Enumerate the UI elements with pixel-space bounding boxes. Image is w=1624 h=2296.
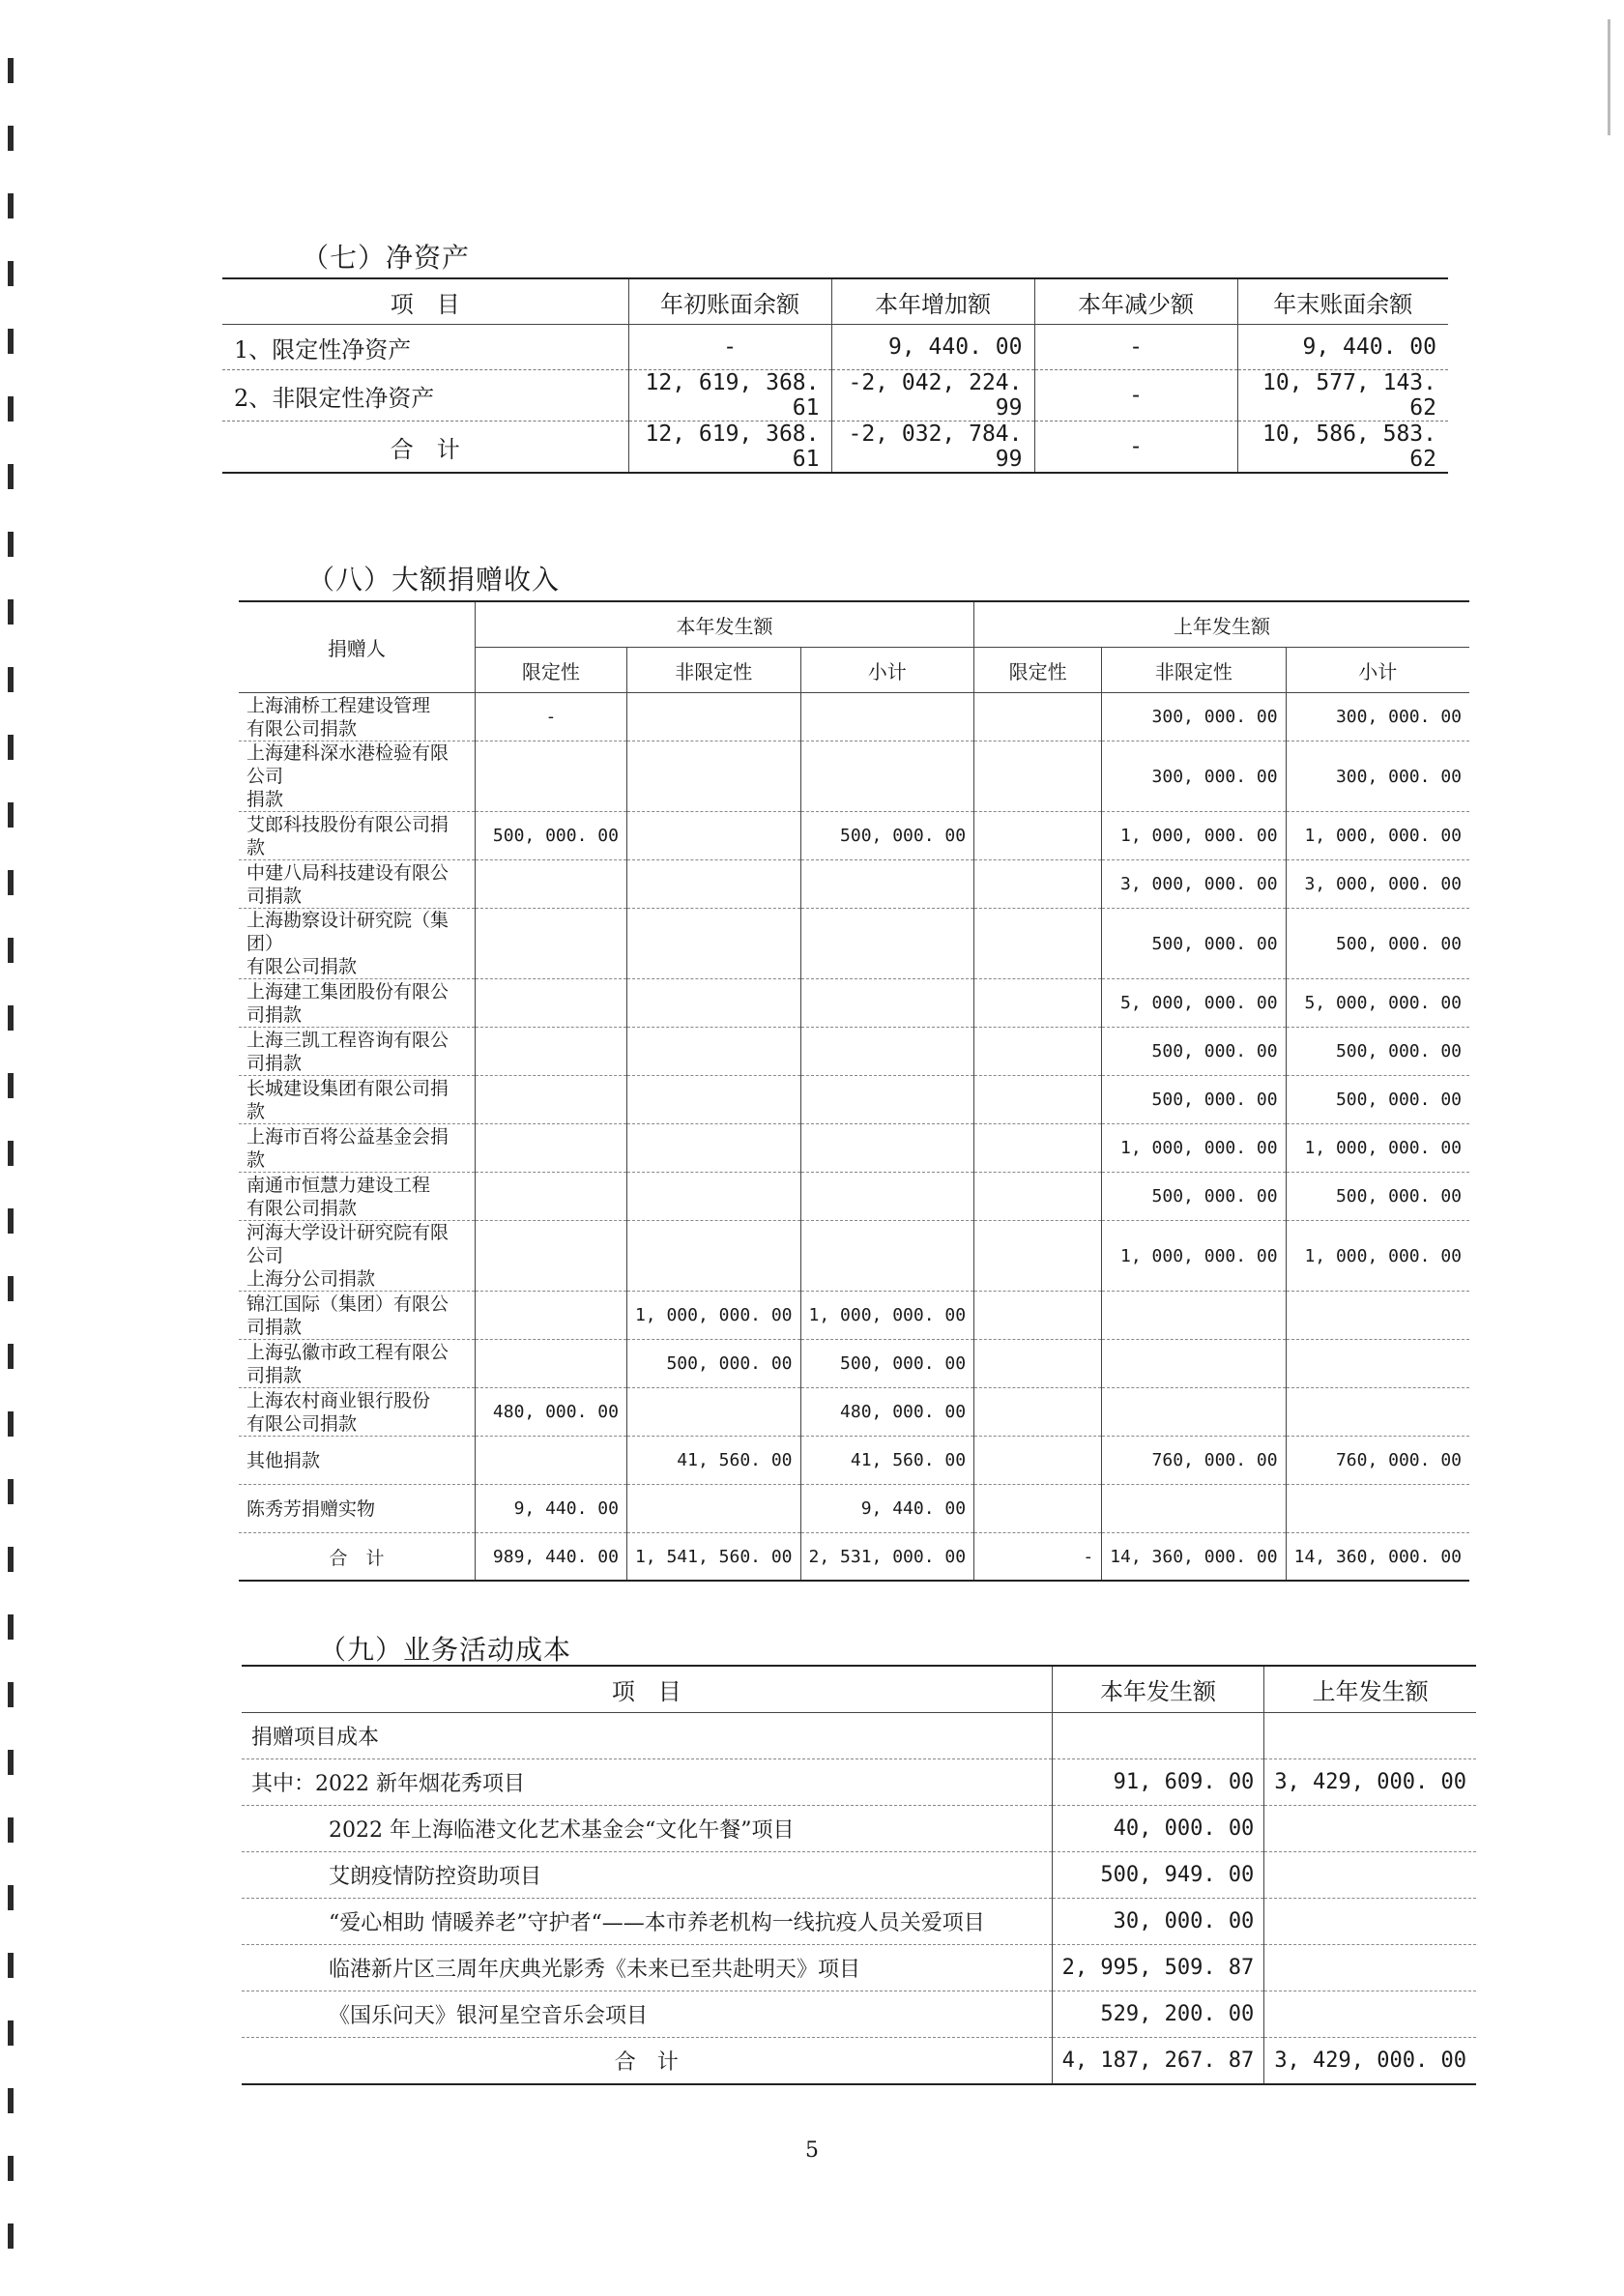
table-header-row [242, 1666, 1476, 1713]
item-label: 《国乐问天》银河星空音乐会项目 [242, 1991, 1052, 2038]
item-label: 艾朗疫情防控资助项目 [242, 1852, 1052, 1899]
value-cell [1264, 1806, 1476, 1852]
item-label: 1、限定性净资产 [222, 325, 628, 370]
value-cell: 500, 000. 00 [1102, 909, 1286, 979]
value-cell: 3, 429, 000. 00 [1264, 1759, 1476, 1806]
table-row [239, 1292, 1469, 1340]
header-cell: 本年增加额 [831, 278, 1034, 325]
value-cell: - [628, 325, 831, 370]
donor-name: 中建八局科技建设有限公司捐款 [239, 860, 475, 909]
table-row [242, 1899, 1476, 1945]
value-cell: 300, 000. 00 [1286, 693, 1469, 741]
donor-name: 南通市恒慧力建设工程 有限公司捐款 [239, 1173, 475, 1221]
value-cell [475, 1173, 626, 1221]
header-cell: 项 目 [222, 278, 628, 325]
value-cell: 2, 531, 000. 00 [800, 1533, 974, 1582]
binding-holes [8, 58, 14, 2262]
value-cell: 3, 000, 000. 00 [1102, 860, 1286, 909]
section-title-business-costs: （九）业务活动成本 [319, 1634, 572, 1666]
value-cell [626, 1485, 800, 1533]
value-cell [800, 1221, 974, 1292]
value-cell: - [1034, 325, 1237, 370]
table-row [239, 1485, 1469, 1533]
cost-rows [242, 1713, 1476, 2038]
value-cell: 760, 000. 00 [1286, 1437, 1469, 1485]
value-cell: 500, 000. 00 [1102, 1076, 1286, 1124]
value-cell [475, 860, 626, 909]
value-cell [626, 741, 800, 812]
value-cell: 9, 440. 00 [475, 1485, 626, 1533]
value-cell [626, 1028, 800, 1076]
value-cell: 3, 429, 000. 00 [1264, 2038, 1476, 2085]
value-cell: 500, 000. 00 [1286, 1028, 1469, 1076]
donation-rows [239, 693, 1469, 1533]
value-cell: 1, 000, 000. 00 [800, 1292, 974, 1340]
value-cell: 300, 000. 00 [1102, 741, 1286, 812]
value-cell [800, 860, 974, 909]
section-title-large-donations: （八）大额捐赠收入 [307, 564, 561, 596]
value-cell [475, 741, 626, 812]
value-cell: 1, 000, 000. 00 [1102, 1124, 1286, 1173]
page-number: 5 [805, 2138, 819, 2163]
value-cell [626, 1124, 800, 1173]
value-cell: 480, 000. 00 [475, 1388, 626, 1437]
donor-name: 锦江国际（集团）有限公司捐款 [239, 1292, 475, 1340]
value-cell [626, 1221, 800, 1292]
subheader-cell: 小计 [1286, 648, 1469, 693]
value-cell [475, 1437, 626, 1485]
donor-name: 上海弘徽市政工程有限公司捐款 [239, 1340, 475, 1388]
value-cell [475, 909, 626, 979]
value-cell [1286, 1388, 1469, 1437]
table-row [239, 812, 1469, 860]
table-row [239, 1340, 1469, 1388]
value-cell: 9, 440. 00 [831, 325, 1034, 370]
value-cell [626, 1173, 800, 1221]
total-row [222, 421, 1448, 474]
donor-name: 上海市百将公益基金会捐款 [239, 1124, 475, 1173]
value-cell [974, 1076, 1102, 1124]
value-cell: 1, 000, 000. 00 [1102, 812, 1286, 860]
subheader-cell: 非限定性 [626, 648, 800, 693]
item-label: 捐赠项目成本 [242, 1713, 1052, 1759]
donor-name: 上海勘察设计研究院（集团） 有限公司捐款 [239, 909, 475, 979]
value-cell: - [1034, 370, 1237, 421]
value-cell [1264, 1991, 1476, 2038]
value-cell [1286, 1340, 1469, 1388]
business-costs-table [242, 1665, 1476, 2085]
value-cell: - [475, 693, 626, 741]
value-cell: 529, 200. 00 [1052, 1991, 1264, 2038]
value-cell [974, 1292, 1102, 1340]
donor-name: 河海大学设计研究院有限公司 上海分公司捐款 [239, 1221, 475, 1292]
value-cell: 1, 000, 000. 00 [1286, 812, 1469, 860]
table-row [242, 1991, 1476, 2038]
value-cell: 12, 619, 368. 61 [628, 421, 831, 474]
value-cell [1264, 1713, 1476, 1759]
value-cell [974, 860, 1102, 909]
subheader-cell: 非限定性 [1102, 648, 1286, 693]
value-cell [974, 741, 1102, 812]
value-cell [475, 1076, 626, 1124]
large-donations-table [239, 600, 1469, 1582]
donor-name: 上海浦桥工程建设管理 有限公司捐款 [239, 693, 475, 741]
value-cell: 500, 000. 00 [626, 1340, 800, 1388]
donor-name: 上海农村商业银行股份 有限公司捐款 [239, 1388, 475, 1437]
table-row [239, 693, 1469, 741]
value-cell [475, 1292, 626, 1340]
value-cell [1102, 1292, 1286, 1340]
table-row [239, 1028, 1469, 1076]
value-cell: 30, 000. 00 [1052, 1899, 1264, 1945]
subheader-cell: 限定性 [475, 648, 626, 693]
table-row [242, 1806, 1476, 1852]
value-cell [800, 741, 974, 812]
value-cell: 500, 000. 00 [1102, 1173, 1286, 1221]
value-cell: 500, 000. 00 [800, 812, 974, 860]
value-cell: 1, 541, 560. 00 [626, 1533, 800, 1582]
table-header-row [239, 601, 1469, 648]
value-cell [800, 979, 974, 1028]
value-cell: 500, 000. 00 [800, 1340, 974, 1388]
value-cell [974, 693, 1102, 741]
section-title-net-assets: （七）净资产 [302, 242, 471, 274]
value-cell [974, 812, 1102, 860]
value-cell [1264, 1899, 1476, 1945]
table-row [239, 1076, 1469, 1124]
header-cell: 本年减少额 [1034, 278, 1237, 325]
total-label: 合 计 [390, 435, 460, 463]
value-cell [475, 1028, 626, 1076]
item-label: “爱心相助 情暖养老”守护者“——本市养老机构一线抗疫人员关爱项目 [242, 1899, 1052, 1945]
value-cell [626, 812, 800, 860]
value-cell: 4, 187, 267. 87 [1052, 2038, 1264, 2085]
value-cell [974, 1388, 1102, 1437]
value-cell [475, 1124, 626, 1173]
value-cell: 41, 560. 00 [626, 1437, 800, 1485]
donor-name: 艾郎科技股份有限公司捐款 [239, 812, 475, 860]
value-cell [1052, 1713, 1264, 1759]
value-cell [800, 1076, 974, 1124]
value-cell: 500, 949. 00 [1052, 1852, 1264, 1899]
value-cell [800, 1124, 974, 1173]
table-row [222, 370, 1448, 421]
value-cell: 480, 000. 00 [800, 1388, 974, 1437]
value-cell [1286, 1292, 1469, 1340]
value-cell [974, 1340, 1102, 1388]
value-cell [800, 1173, 974, 1221]
total-row [239, 1533, 1469, 1582]
table-row [239, 979, 1469, 1028]
item-label: 2022 年上海临港文化艺术基金会“文化午餐”项目 [242, 1806, 1052, 1852]
table-row [239, 1437, 1469, 1485]
total-label: 合 计 [329, 1547, 385, 1569]
value-cell [626, 693, 800, 741]
header-donor: 捐赠人 [239, 601, 475, 693]
value-cell [974, 1485, 1102, 1533]
value-cell: 14, 360, 000. 00 [1286, 1533, 1469, 1582]
total-label: 合 计 [614, 2050, 679, 2075]
value-cell: 12, 619, 368. 61 [628, 370, 831, 421]
value-cell: 500, 000. 00 [475, 812, 626, 860]
table-row [239, 1388, 1469, 1437]
value-cell: 500, 000. 00 [1286, 1173, 1469, 1221]
value-cell: 40, 000. 00 [1052, 1806, 1264, 1852]
donor-name: 上海三凯工程咨询有限公司捐款 [239, 1028, 475, 1076]
value-cell: 500, 000. 00 [1286, 1076, 1469, 1124]
value-cell: - [1034, 421, 1237, 474]
value-cell [626, 860, 800, 909]
value-cell [974, 1124, 1102, 1173]
value-cell [800, 1028, 974, 1076]
value-cell: - [974, 1533, 1102, 1582]
value-cell [1264, 1945, 1476, 1991]
table-row [222, 325, 1448, 370]
value-cell [800, 909, 974, 979]
value-cell [626, 1076, 800, 1124]
value-cell [475, 1340, 626, 1388]
value-cell [974, 1437, 1102, 1485]
table-row [239, 1221, 1469, 1292]
net-assets-table [222, 277, 1448, 474]
value-cell: 500, 000. 00 [1102, 1028, 1286, 1076]
value-cell: 1, 000, 000. 00 [1286, 1221, 1469, 1292]
value-cell: 9, 440. 00 [800, 1485, 974, 1533]
value-cell [475, 1221, 626, 1292]
value-cell: 1, 000, 000. 00 [1102, 1221, 1286, 1292]
value-cell [626, 1388, 800, 1437]
table-row [239, 1124, 1469, 1173]
value-cell: 5, 000, 000. 00 [1102, 979, 1286, 1028]
table-row [239, 1173, 1469, 1221]
header-cell: 本年发生额 [1052, 1666, 1264, 1713]
table-row [242, 1759, 1476, 1806]
value-cell [974, 1028, 1102, 1076]
value-cell [1102, 1485, 1286, 1533]
subheader-cell: 小计 [800, 648, 974, 693]
value-cell: 3, 000, 000. 00 [1286, 860, 1469, 909]
total-row [242, 2038, 1476, 2085]
value-cell [626, 909, 800, 979]
value-cell: -2, 032, 784. 99 [831, 421, 1034, 474]
value-cell [1286, 1485, 1469, 1533]
value-cell: 2, 995, 509. 87 [1052, 1945, 1264, 1991]
donor-name: 陈秀芳捐赠实物 [239, 1485, 475, 1533]
header-cell: 上年发生额 [1264, 1666, 1476, 1713]
value-cell: 760, 000. 00 [1102, 1437, 1286, 1485]
header-current-year: 本年发生额 [475, 601, 973, 648]
item-label: 其中：2022 新年烟花秀项目 [242, 1759, 1052, 1806]
table-row [239, 741, 1469, 812]
table-row [239, 909, 1469, 979]
table-row [242, 1852, 1476, 1899]
value-cell: 9, 440. 00 [1237, 325, 1448, 370]
value-cell [1102, 1388, 1286, 1437]
donor-name: 上海建科深水港检验有限公司 捐款 [239, 741, 475, 812]
value-cell [1264, 1852, 1476, 1899]
value-cell [1102, 1340, 1286, 1388]
donor-name: 其他捐款 [239, 1437, 475, 1485]
value-cell [974, 1173, 1102, 1221]
value-cell: 1, 000, 000. 00 [626, 1292, 800, 1340]
table-row [239, 860, 1469, 909]
value-cell [974, 1221, 1102, 1292]
value-cell: 14, 360, 000. 00 [1102, 1533, 1286, 1582]
value-cell: -2, 042, 224. 99 [831, 370, 1034, 421]
header-previous-year: 上年发生额 [974, 601, 1469, 648]
value-cell: 5, 000, 000. 00 [1286, 979, 1469, 1028]
item-label: 2、非限定性净资产 [222, 370, 628, 421]
value-cell: 91, 609. 00 [1052, 1759, 1264, 1806]
page-edge-mark [1608, 19, 1610, 135]
value-cell: 1, 000, 000. 00 [1286, 1124, 1469, 1173]
header-cell: 年初账面余额 [628, 278, 831, 325]
value-cell: 300, 000. 00 [1102, 693, 1286, 741]
value-cell: 41, 560. 00 [800, 1437, 974, 1485]
value-cell [626, 979, 800, 1028]
value-cell [974, 909, 1102, 979]
item-label: 临港新片区三周年庆典光影秀《未来已至共赴明天》项目 [242, 1945, 1052, 1991]
header-cell: 项 目 [242, 1666, 1052, 1713]
subheader-cell: 限定性 [974, 648, 1102, 693]
table-row [242, 1713, 1476, 1759]
value-cell [475, 979, 626, 1028]
table-row [242, 1945, 1476, 1991]
value-cell: 10, 586, 583. 62 [1237, 421, 1448, 474]
value-cell: 500, 000. 00 [1286, 909, 1469, 979]
donor-name: 长城建设集团有限公司捐款 [239, 1076, 475, 1124]
donor-name: 上海建工集团股份有限公司捐款 [239, 979, 475, 1028]
table-header-row [222, 278, 1448, 325]
value-cell [800, 693, 974, 741]
value-cell: 300, 000. 00 [1286, 741, 1469, 812]
header-cell: 年末账面余额 [1237, 278, 1448, 325]
value-cell [974, 979, 1102, 1028]
value-cell: 10, 577, 143. 62 [1237, 370, 1448, 421]
value-cell: 989, 440. 00 [475, 1533, 626, 1582]
